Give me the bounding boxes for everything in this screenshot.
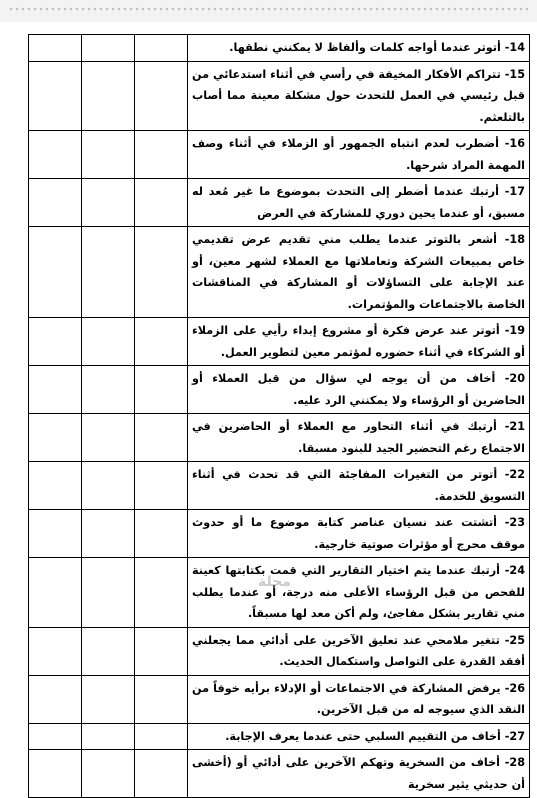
question-text: أرتبك عندما أضطر إلى التحدث بموضوع ما غير مُعد له مسبق، أو عندما يحين دوري للمشاركة في العرض <box>192 185 525 220</box>
question-number: 14- <box>504 41 525 54</box>
response-cell[interactable] <box>135 35 188 62</box>
question-cell <box>188 35 530 62</box>
question-cell <box>188 462 530 510</box>
question-cell <box>188 318 530 366</box>
question-number: 18- <box>504 233 525 246</box>
response-cell[interactable] <box>29 675 82 723</box>
response-cell[interactable] <box>82 35 135 62</box>
question-cell <box>188 131 530 179</box>
question-text: أخاف من السخرية وتهكم الآخرين على أدائي أو (أخشى أن حديثي يثير سخرية <box>192 756 525 791</box>
response-cell[interactable] <box>135 558 188 628</box>
response-cell[interactable] <box>29 558 82 628</box>
question-text: تتراكم الأفكار المخيفة في رأسي في أثناء استدعائي من قبل رئيسي في العمل للتحدث حول مشكلة معينة مما أصاب بالتلعثم. <box>192 67 525 124</box>
question-cell <box>188 179 530 227</box>
question-text: تتغير ملامحي عند تعليق الآخرين على أدائي مما يجعلني أفقد القدرة على التواصل واستكمال الحديث. <box>192 633 525 668</box>
response-cell[interactable] <box>82 510 135 558</box>
watermark: مجلة <box>258 574 291 590</box>
table-row <box>29 414 530 462</box>
question-text: أتوتر من التغيرات المفاجئة التي قد تحدث في أثناء التسويق للخدمة. <box>192 468 525 503</box>
response-cell[interactable] <box>82 462 135 510</box>
question-cell <box>188 558 530 628</box>
response-cell[interactable] <box>29 510 82 558</box>
response-cell[interactable] <box>135 675 188 723</box>
question-number: 23- <box>504 516 525 529</box>
response-cell[interactable] <box>29 131 82 179</box>
response-cell[interactable] <box>29 366 82 414</box>
response-cell[interactable] <box>135 750 188 798</box>
question-number: 15- <box>504 67 525 81</box>
response-cell[interactable] <box>82 750 135 798</box>
response-cell[interactable] <box>82 675 135 723</box>
response-cell[interactable] <box>135 131 188 179</box>
response-cell[interactable] <box>82 131 135 179</box>
top-border <box>0 0 537 22</box>
response-cell[interactable] <box>135 366 188 414</box>
response-cell[interactable] <box>29 627 82 675</box>
response-cell[interactable] <box>82 318 135 366</box>
question-number: 20- <box>504 372 525 385</box>
response-cell[interactable] <box>135 462 188 510</box>
response-cell[interactable] <box>82 558 135 628</box>
response-cell[interactable] <box>82 414 135 462</box>
question-cell <box>188 627 530 675</box>
table-row <box>29 627 530 675</box>
table-row <box>29 227 530 318</box>
question-number: 24- <box>504 564 525 577</box>
question-text: أتشتت عند نسيان عناصر كتابة موضوع ما أو حدوث موقف محرج أو مؤثرات صوتية خارجية. <box>192 516 525 551</box>
response-cell[interactable] <box>82 179 135 227</box>
response-cell[interactable] <box>135 61 188 131</box>
question-cell <box>188 366 530 414</box>
table-row <box>29 510 530 558</box>
response-cell[interactable] <box>29 61 82 131</box>
response-cell[interactable] <box>29 179 82 227</box>
response-cell[interactable] <box>29 462 82 510</box>
response-cell[interactable] <box>135 510 188 558</box>
question-text: أتوتر عندما أواجه كلمات وألفاظ لا يمكنني نطقها. <box>229 41 501 54</box>
table-row <box>29 750 530 798</box>
response-cell[interactable] <box>82 366 135 414</box>
question-cell <box>188 61 530 131</box>
response-cell[interactable] <box>29 723 82 750</box>
question-number: 17- <box>504 185 525 198</box>
response-cell[interactable] <box>82 723 135 750</box>
question-number: 19- <box>504 324 525 337</box>
question-number: 22- <box>504 468 525 481</box>
question-cell <box>188 510 530 558</box>
response-cell[interactable] <box>135 179 188 227</box>
response-cell[interactable] <box>135 414 188 462</box>
response-cell[interactable] <box>29 227 82 318</box>
questionnaire-table <box>28 34 530 798</box>
question-text: أشعر بالتوتر عندما يطلب مني تقديم عرض تقديمي خاص بمبيعات الشركة وتعاملاتها مع العملاء لشهر معين، أو عند الإجابة على التساؤلات أو المشاركة في المناقشات الخاصة بالاجتماعات والمؤتمرات. <box>192 233 525 311</box>
response-cell[interactable] <box>135 627 188 675</box>
response-cell[interactable] <box>82 627 135 675</box>
response-cell[interactable] <box>82 61 135 131</box>
question-number: 21- <box>504 420 525 433</box>
question-text: أخاف من التقييم السلبي حتى عندما يعرف الإجابة. <box>225 729 501 743</box>
response-cell[interactable] <box>135 318 188 366</box>
table-row <box>29 366 530 414</box>
table-row <box>29 61 530 131</box>
question-text: أضطرب لعدم انتباه الجمهور أو الزملاء في أثناء وصف المهمة المراد شرحها. <box>192 137 525 172</box>
question-number: 16- <box>504 137 525 150</box>
question-number: 28- <box>504 756 525 769</box>
question-cell <box>188 227 530 318</box>
question-cell <box>188 723 530 750</box>
table-row <box>29 179 530 227</box>
question-text: أرتبك عندما يتم اختيار التقارير التي قمت بكتابتها كعينة للفحص من قبل الرؤساء الأعلى منه درجة، أو عندما يطلب مني تقارير بشكل مفاجئ، ولم أكن معد لها مسبقاً. <box>192 564 525 620</box>
table-row <box>29 131 530 179</box>
question-text: يرفض المشاركة في الاجتماعات أو الإدلاء برأيه خوفاً من النقد الذي سيوجه له من قبل الآخرين. <box>192 681 525 716</box>
question-cell <box>188 750 530 798</box>
response-cell[interactable] <box>29 318 82 366</box>
question-text: أرتبك في أثناء التحاور مع العملاء أو الحاضرين في الاجتماع رغم التحضير الجيد للبنود مسبقا. <box>192 420 525 455</box>
question-cell <box>188 675 530 723</box>
table-row <box>29 462 530 510</box>
response-cell[interactable] <box>135 723 188 750</box>
response-cell[interactable] <box>29 750 82 798</box>
question-number: 26- <box>504 681 525 695</box>
table-row <box>29 675 530 723</box>
question-text: أتوتر عند عرض فكرة أو مشروع إبداء رأيي على الزملاء أو الشركاء في أثناء حضوره لمؤتمر معين لتطوير العمل. <box>192 324 525 359</box>
table-row <box>29 723 530 750</box>
question-number: 27- <box>504 729 525 743</box>
table-row <box>29 35 530 62</box>
response-cell[interactable] <box>29 35 82 62</box>
response-cell[interactable] <box>135 227 188 318</box>
table-row <box>29 318 530 366</box>
question-text: أخاف من أن يوجه لي سؤال من قبل العملاء أو الحاضرين أو الرؤساء ولا يمكنني الرد عليه. <box>192 372 525 407</box>
question-number: 25- <box>504 633 525 647</box>
decorative-dots <box>8 6 529 14</box>
response-cell[interactable] <box>82 227 135 318</box>
response-cell[interactable] <box>29 414 82 462</box>
question-cell <box>188 414 530 462</box>
